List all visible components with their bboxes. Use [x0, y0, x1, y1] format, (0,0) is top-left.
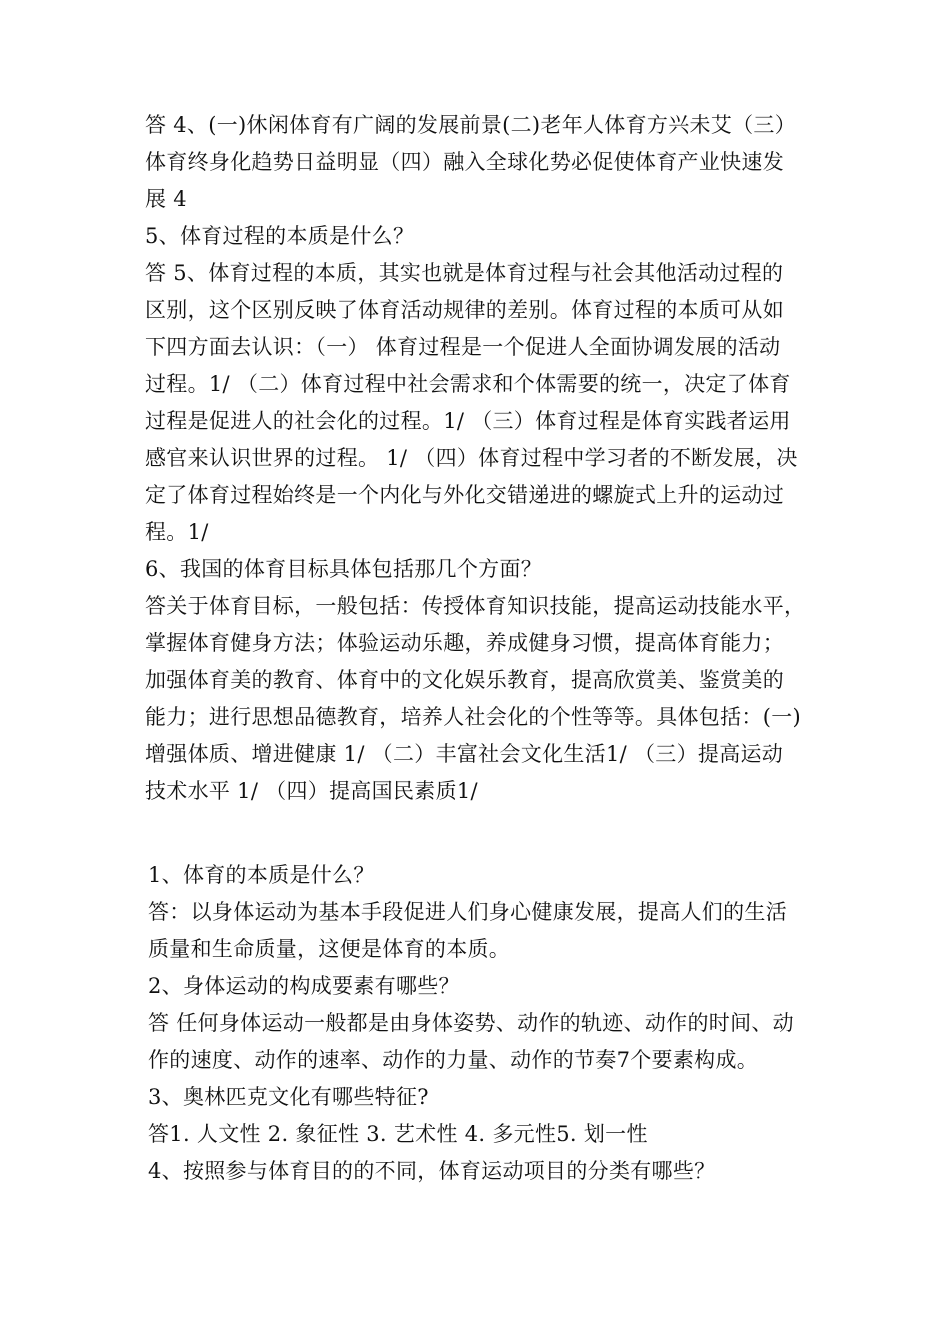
- text-line: 区别，这个区别反映了体育活动规律的差别。体育过程的本质可从如: [145, 298, 784, 322]
- text-line: 定了体育过程始终是一个内化与外化交错递进的螺旋式上升的运动过: [145, 483, 784, 507]
- text-line: 增强体质、增进健康 1/ （二）丰富社会文化生活1/ （三）提高运动: [145, 742, 784, 766]
- text-line: 能力；进行思想品德教育，培养人社会化的个性等等。具体包括：(一): [145, 705, 801, 729]
- text-line: 技术水平 1/ （四）提高国民素质1/: [145, 779, 478, 803]
- text-line: 作的速度、动作的速率、动作的力量、动作的节奏7个要素构成。: [148, 1048, 759, 1072]
- question-heading: 1、体育的本质是什么？: [148, 863, 375, 887]
- text-line: 加强体育美的教育、体育中的文化娱乐教育，提高欣赏美、鉴赏美的: [145, 668, 784, 692]
- question-heading: 4、按照参与体育目的的不同，体育运动项目的分类有哪些？: [148, 1159, 716, 1183]
- text-line: 答 5、体育过程的本质，其实也就是体育过程与社会其他活动过程的: [145, 261, 784, 285]
- question-heading: 3、奥林匹克文化有哪些特征?: [148, 1085, 429, 1109]
- text-line: 答 4、(一)休闲体育有广阔的发展前景(二)老年人体育方兴未艾（三）: [145, 113, 797, 137]
- bottom-text-block: [148, 857, 838, 1190]
- text-line: 过程是促进人的社会化的过程。1/ （三）体育过程是体育实践者运用: [145, 409, 791, 433]
- question-heading: 5、体育过程的本质是什么？: [145, 224, 415, 248]
- text-line: 掌握体育健身方法；体验运动乐趣，养成健身习惯，提高体育能力；: [145, 631, 784, 655]
- question-heading: 6、我国的体育目标具体包括那几个方面？: [145, 557, 543, 581]
- text-line: 感官来认识世界的过程。 1/ （四）体育过程中学习者的不断发展，决: [145, 446, 798, 470]
- text-line: 答关于体育目标，一般包括：传授体育知识技能，提高运动技能水平，: [145, 594, 806, 618]
- top-text-block: [145, 107, 835, 810]
- text-line: 体育终身化趋势日益明显（四）融入全球化势必促使体育产业快速发: [145, 150, 784, 174]
- text-line: 下四方面去认识：（一） 体育过程是一个促进人全面协调发展的活动: [145, 335, 781, 359]
- text-line: 答1. 人文性 2. 象征性 3. 艺术性 4. 多元性5. 划一性: [148, 1122, 648, 1146]
- text-line: 展 4: [145, 187, 187, 211]
- question-heading: 2、身体运动的构成要素有哪些？: [148, 974, 460, 998]
- text-line: 质量和生命质量，这便是体育的本质。: [148, 937, 511, 961]
- text-line: 过程。1/ （二）体育过程中社会需求和个体需要的统一，决定了体育: [145, 372, 791, 396]
- text-line: 答 任何身体运动一般都是由身体姿势、动作的轨迹、动作的时间、动: [148, 1011, 794, 1035]
- text-line: 程。1/: [145, 520, 209, 544]
- text-line: 答：以身体运动为基本手段促进人们身心健康发展，提高人们的生活: [148, 900, 787, 924]
